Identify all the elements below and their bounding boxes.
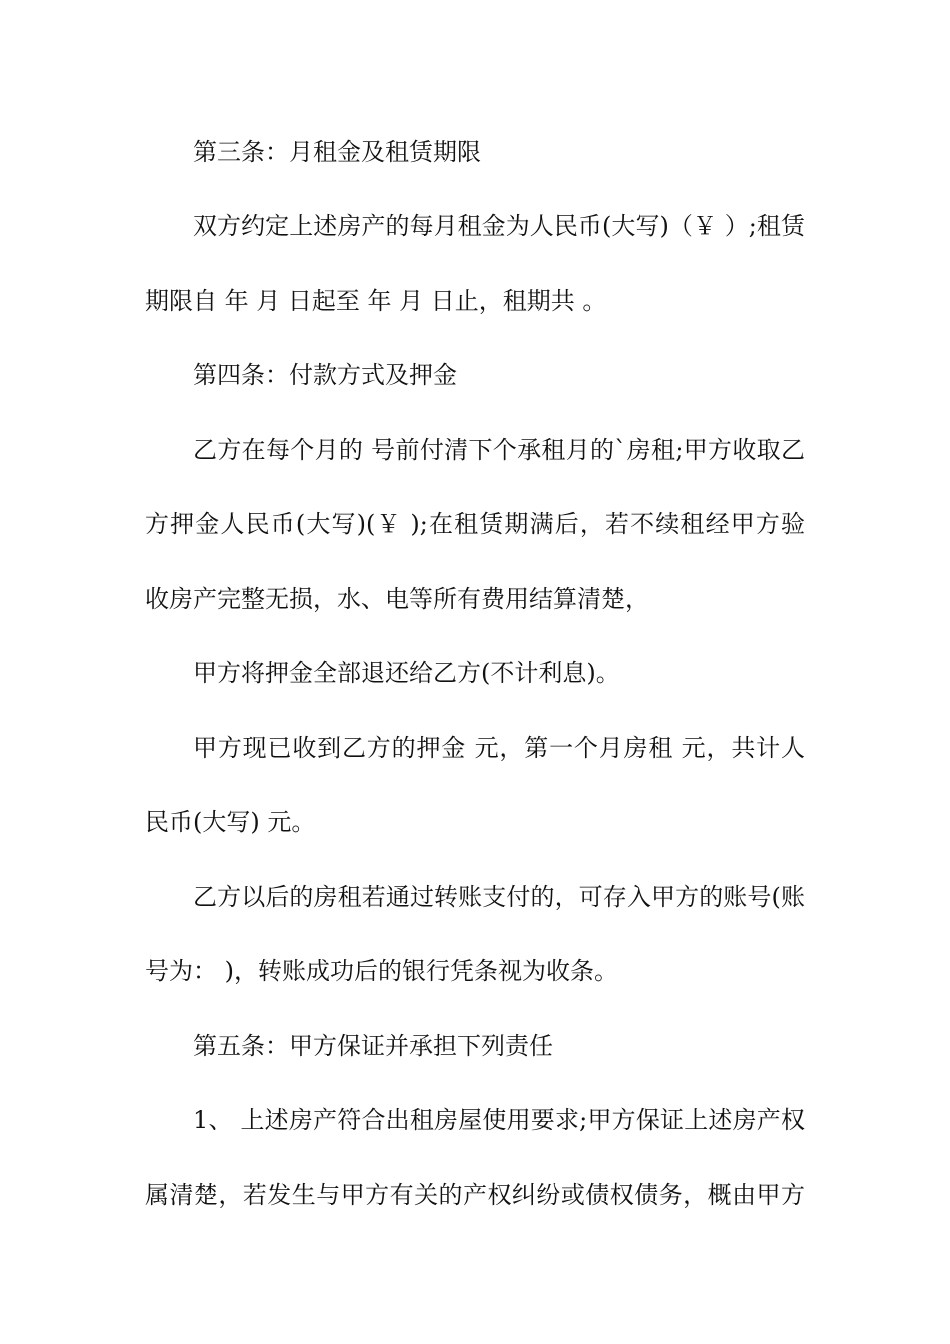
paragraph-line: 乙方在每个月的 号前付清下个承租月的`房租;甲方收取乙 [193,436,805,464]
list-item-1: 1、 上述房产符合出租房屋使用要求;甲方保证上述房产权 [193,1106,805,1134]
article-5-heading: 第五条：甲方保证并承担下列责任 [193,1032,553,1060]
paragraph-line: 乙方以后的房租若通过转账支付的，可存入甲方的账号(账 [193,883,805,911]
article-3-heading: 第三条：月租金及租赁期限 [193,138,481,166]
paragraph-line: 双方约定上述房产的每月租金为人民币(大写)（￥ ）;租赁 [193,212,805,240]
paragraph-line: 号为： )，转账成功后的银行凭条视为收条。 [145,957,618,985]
paragraph-line: 收房产完整无损，水、电等所有费用结算清楚， [145,585,649,613]
paragraph-line: 期限自 年 月 日起至 年 月 日止，租期共 。 [145,287,607,315]
paragraph-line: 民币(大写) 元。 [145,808,316,836]
paragraph-line: 甲方将押金全部退还给乙方(不计利息)。 [193,659,620,687]
paragraph-line: 甲方现已收到乙方的押金 元，第一个月房租 元，共计人 [193,734,805,762]
article-4-heading: 第四条：付款方式及押金 [193,361,457,389]
paragraph-line: 属清楚，若发生与甲方有关的产权纠纷或债权债务，概由甲方 [145,1181,805,1209]
paragraph-line: 方押金人民币(大写)(￥ );在租赁期满后，若不续租经甲方验 [145,510,805,538]
